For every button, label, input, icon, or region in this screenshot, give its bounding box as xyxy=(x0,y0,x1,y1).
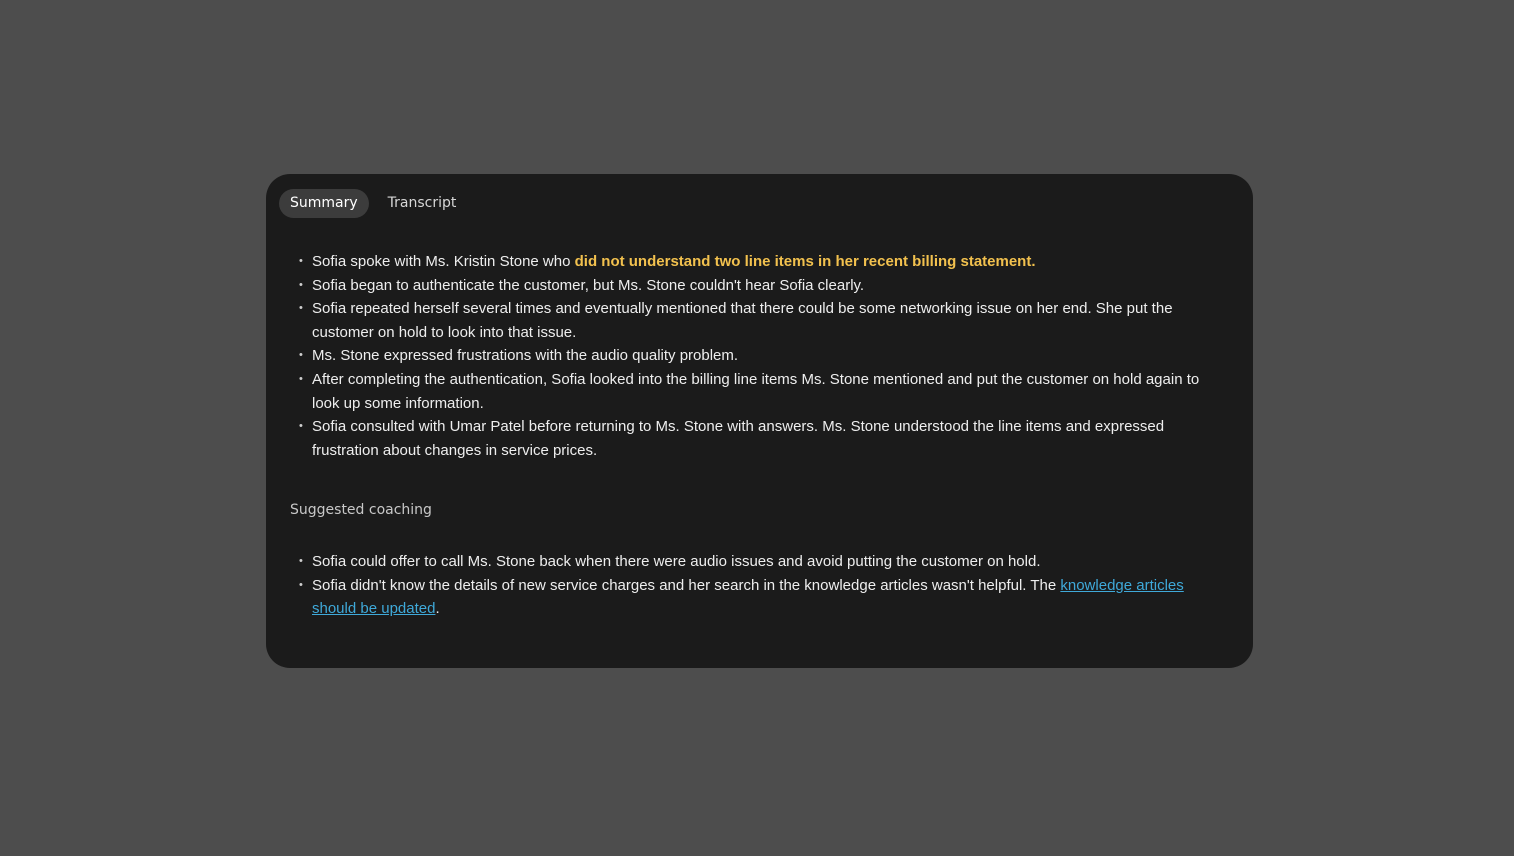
coaching-item xyxy=(299,574,1224,621)
highlighted-issue: did not understand two line items in her recent billing statement. xyxy=(574,253,1036,270)
summary-item-text: Sofia began to authenticate the customer, but Ms. Stone couldn't hear Sofia clearly. xyxy=(312,276,865,294)
coaching-item-suffix: . xyxy=(435,600,440,618)
tab-bar xyxy=(279,189,467,218)
coaching-list xyxy=(299,550,1224,621)
tab-summary[interactable]: Summary xyxy=(279,189,369,218)
coaching-item xyxy=(299,550,1224,574)
summary-card xyxy=(266,174,1253,668)
summary-item-text: Sofia repeated herself several times and eventually mentioned that there could be some networking issue on her end. She put the customer on hold to look into that issue. xyxy=(312,300,1173,341)
summary-item xyxy=(299,274,1224,298)
summary-item-text: Sofia consulted with Umar Patel before returning to Ms. Stone with answers. Ms. Stone understood the line items and expressed frustration about changes in service prices. xyxy=(312,418,1165,459)
summary-item xyxy=(299,368,1224,415)
summary-item-text: Ms. Stone expressed frustrations with the audio quality problem. xyxy=(312,347,739,365)
summary-item xyxy=(299,344,1224,368)
summary-list xyxy=(299,250,1224,462)
summary-item xyxy=(299,250,1224,274)
summary-item-text: After completing the authentication, Sofia looked into the billing line items Ms. Stone mentioned and put the customer on hold again to look up some information. xyxy=(312,370,1200,412)
coaching-item-text: Sofia didn't know the details of new service charges and her search in the knowledge articles wasn't helpful. The xyxy=(312,576,1061,594)
coaching-item-text: Sofia could offer to call Ms. Stone back when there were audio issues and avoid putting the customer on hold. xyxy=(312,553,1041,570)
tab-transcript[interactable]: Transcript xyxy=(387,195,457,211)
summary-item-text: Sofia spoke with Ms. Kristin Stone who xyxy=(312,253,575,270)
knowledge-articles-link[interactable]: knowledge articles should be updated xyxy=(312,576,1184,618)
suggested-coaching-heading: Suggested coaching xyxy=(290,502,432,518)
summary-item xyxy=(299,415,1224,462)
summary-item xyxy=(299,297,1224,344)
